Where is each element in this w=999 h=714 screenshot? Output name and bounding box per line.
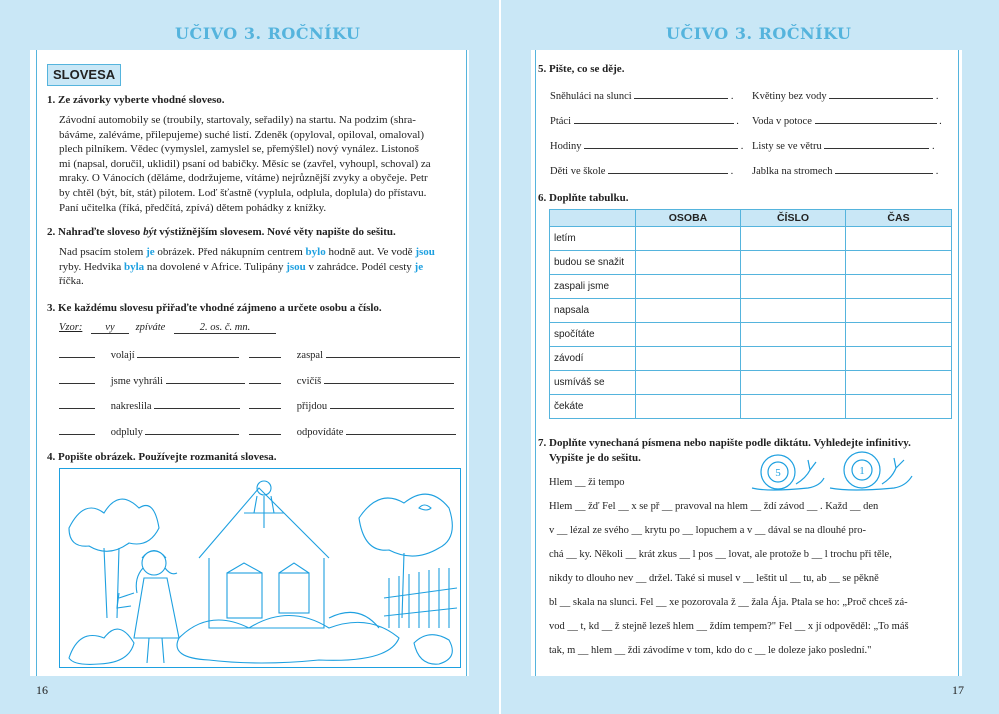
section-title: SLOVESA — [53, 67, 116, 82]
ex5-row: Sněhuláci na slunci . — [550, 88, 734, 102]
ex2-title-b: výstižnějším slovesem. Nové věty napište do sešitu. — [156, 226, 396, 238]
ex1-line: mi (napsal, doručil, uklidil) psaní od babičky. Měsíc se (zavřel, vyhoupl, schoval) za — [59, 157, 431, 170]
ex5-blank[interactable] — [835, 163, 933, 174]
table-cell[interactable] — [846, 251, 952, 275]
ex2-highlight: je — [146, 246, 155, 258]
table-header-corner — [550, 210, 636, 227]
ex5-title: 5. Pište, co se děje. — [538, 63, 625, 75]
table-header-row — [550, 210, 952, 227]
table-cell[interactable] — [741, 323, 846, 347]
dictation-line: nikdy to dlouho nev __ držel. Také si musel v __ leštit ul __ tu, ab __ se pěkně — [549, 573, 879, 584]
table-cell[interactable] — [846, 275, 952, 299]
dictation-text — [549, 471, 909, 663]
ex1-line: Závodní automobily se (troubily, startovaly, seřadily) na startu. Na podzim (shra- — [59, 114, 416, 126]
vzor-pronoun: vy — [91, 322, 129, 334]
table-cell[interactable] — [846, 371, 952, 395]
ex1-line: by chtěl (být, bít, stát) pilotem. Loď šťastně (vyplula, odplula, doplula) do přístavu. — [59, 186, 427, 199]
section-title-box — [47, 64, 121, 86]
table-cell[interactable] — [846, 347, 952, 371]
ex5-blank[interactable] — [824, 138, 929, 149]
left-inner-margin — [469, 50, 499, 676]
right-header-title: UČIVO 3. ROČNÍKU — [666, 24, 852, 43]
ex2-text-part: hodně aut. Ve vodě — [325, 246, 416, 258]
table-row — [550, 395, 952, 419]
pronoun-blank[interactable] — [59, 373, 95, 384]
ex5-subject: Hodiny — [550, 141, 582, 152]
ex2-text-part: ryby. Hedvika — [59, 260, 124, 273]
dictation-line: v __ lézal ze svého __ krytu po __ lopuchem a v __ dával se na dlouhé pro- — [549, 525, 866, 536]
ex3-verb: cvičíš — [296, 376, 322, 387]
ex5-row: Květiny bez vody . — [752, 88, 939, 102]
ex3-row — [249, 373, 454, 387]
answer-blank[interactable] — [145, 424, 239, 435]
ex5-row: Jablka na stromech . — [752, 163, 938, 177]
dictation-line: Hlem __ žď Fel __ x se př __ pravoval na hlem __ ždí závod __ . Každ __ den — [549, 501, 879, 512]
dictation-line: vod __ t, kd __ ž stejně lezeš hlem __ ždím tempem?" Fel __ x jí odpověděl: „To máš — [549, 621, 909, 632]
ex5-row: Listy se ve větru . — [752, 138, 935, 152]
answer-blank[interactable] — [326, 347, 460, 358]
right-margin-band — [962, 50, 999, 676]
ex6-title: 6. Doplňte tabulku. — [538, 192, 629, 204]
ex5-subject: Voda v potoce — [752, 116, 812, 127]
ex2-title — [47, 224, 396, 240]
ex3-row — [59, 398, 240, 412]
table-cell[interactable] — [636, 275, 741, 299]
ex3-verb: volají — [110, 350, 135, 361]
vzor-verb: zpíváte — [135, 322, 166, 333]
left-margin-band — [0, 50, 30, 676]
dictation-line: bl __ skala na slunci. Fel __ xe pozorovala ž __ žala Ája. Ptala se ho: „Proč chceš zá- — [549, 597, 908, 608]
ex3-example — [59, 322, 276, 334]
dictation-line: Hlem __ ži tempo — [549, 477, 625, 488]
table-verb: usmíváš se — [550, 371, 636, 395]
table-cell[interactable] — [636, 371, 741, 395]
pronoun-blank[interactable] — [249, 398, 281, 409]
table-row — [550, 299, 952, 323]
table-row — [550, 371, 952, 395]
ex1-line: báváme, zaléváme, přilepujeme) suché listí. Zdeněk (opyloval, opiloval, omaloval) — [59, 128, 425, 141]
left-page-number: 16 — [36, 683, 48, 697]
pronoun-blank[interactable] — [249, 424, 281, 435]
ex3-row — [59, 424, 239, 438]
table-header-osoba: OSOBA — [636, 210, 741, 227]
right-page-number: 17 — [952, 683, 964, 697]
table-verb: závodí — [550, 347, 636, 371]
ex3-verb: přijdou — [296, 401, 328, 412]
ex1-title: 1. Ze závorky vyberte vhodné sloveso. — [47, 94, 225, 106]
vzor-label: Vzor: — [59, 322, 83, 333]
table-verb: zaspali jsme — [550, 275, 636, 299]
pronoun-blank[interactable] — [59, 424, 95, 435]
table-cell[interactable] — [741, 251, 846, 275]
ex1-line: Paní učitelka (říká, předčítá, zpívá) dětem pohádky z knížky. — [59, 201, 327, 214]
ex5-subject: Listy se ve větru — [752, 141, 822, 152]
ex1-text — [59, 113, 461, 215]
answer-blank[interactable] — [346, 424, 456, 435]
dictation-line: tak, m __ hlem __ ždi závodíme v tom, kdo do c __ le doleze jako poslední." — [549, 645, 872, 656]
table-row — [550, 227, 952, 251]
ex3-row — [59, 347, 239, 361]
ex2-text-part: na dovolené v Africe. Tulipány — [144, 260, 287, 273]
table-cell[interactable] — [741, 275, 846, 299]
table-verb: spočítáte — [550, 323, 636, 347]
ex3-verb: odpovídáte — [296, 427, 344, 438]
left-page-rule — [466, 50, 467, 676]
snail-number: 1 — [859, 465, 865, 477]
table-cell[interactable] — [846, 323, 952, 347]
right-outer-rule — [958, 50, 959, 676]
answer-blank[interactable] — [154, 398, 240, 409]
ex5-blank[interactable] — [829, 88, 933, 99]
ex3-row — [249, 398, 454, 412]
ex5-row: Hodiny . — [550, 138, 743, 152]
ex5-row: Voda v potoce . — [752, 113, 942, 127]
illustration-snow-garden — [59, 468, 461, 668]
ex5-row: Děti ve škole . — [550, 163, 733, 177]
table-header-cislo: ČÍSLO — [741, 210, 846, 227]
right-page-rule — [535, 50, 536, 676]
ex5-blank[interactable] — [815, 113, 937, 124]
table-cell[interactable] — [741, 395, 846, 419]
ex5-row: Ptáci . — [550, 113, 739, 127]
ex1-line: plech pilníkem. Vědec (vymyslel, zamyslel se, přemýšlel) nový vynález. Listonoš — [59, 143, 419, 156]
table-row — [550, 323, 952, 347]
ex3-row — [249, 347, 460, 361]
ex3-title: 3. Ke každému slovesu přiřaďte vhodné zájmeno a určete osobu a číslo. — [47, 302, 382, 314]
answer-blank[interactable] — [137, 347, 239, 358]
ex3-verb: odpluly — [110, 427, 143, 438]
snail-number: 5 — [775, 467, 781, 479]
ex2-highlight: jsou — [286, 260, 306, 273]
ex2-highlight: bylo — [305, 246, 326, 258]
ex5-subject: Květiny bez vody — [752, 91, 827, 102]
pronoun-blank[interactable] — [59, 398, 95, 409]
ex5-blank[interactable] — [584, 138, 738, 149]
pronoun-blank[interactable] — [59, 347, 95, 358]
ex2-title-a: 2. Nahraďte sloveso — [47, 226, 144, 238]
table-cell[interactable] — [846, 227, 952, 251]
ex2-text-part: říčka. — [59, 275, 84, 288]
table-verb: napsala — [550, 299, 636, 323]
table-cell[interactable] — [636, 347, 741, 371]
table-row — [550, 251, 952, 275]
ex5-blank[interactable] — [574, 113, 734, 124]
ex2-text-part: v zahrádce. Podél cesty — [305, 260, 415, 273]
pronoun-blank[interactable] — [249, 347, 281, 358]
table-verb: letím — [550, 227, 636, 251]
ex2-highlight: jsou — [415, 246, 435, 258]
vzor-answer: 2. os. č. mn. — [174, 322, 276, 334]
answer-blank[interactable] — [330, 398, 454, 409]
ex5-subject: Ptáci — [550, 116, 571, 127]
ex5-blank[interactable] — [634, 88, 728, 99]
table-cell[interactable] — [636, 323, 741, 347]
table-cell[interactable] — [636, 251, 741, 275]
table-verb: budou se snažit — [550, 251, 636, 275]
ex7-title-1: 7. Doplňte vynechaná písmena nebo napište podle diktátu. Vyhledejte infinitivy. — [538, 437, 911, 449]
left-outer-rule — [36, 50, 37, 676]
table-cell[interactable] — [636, 395, 741, 419]
ex4-title: 4. Popište obrázek. Používejte rozmanitá slovesa. — [47, 451, 277, 463]
table-cell[interactable] — [636, 299, 741, 323]
table-row — [550, 275, 952, 299]
ex5-blank[interactable] — [608, 163, 728, 174]
ex3-verb: jsme vyhráli — [110, 376, 163, 387]
ex7-title-2: Vypište je do sešitu. — [549, 452, 641, 464]
table-cell[interactable] — [846, 299, 952, 323]
table-cell[interactable] — [846, 395, 952, 419]
ex5-subject: Jablka na stromech — [752, 166, 833, 177]
right-inner-margin — [501, 50, 531, 676]
table-header-cas: ČAS — [846, 210, 952, 227]
pronoun-blank[interactable] — [249, 373, 281, 384]
table-row — [550, 347, 952, 371]
ex5-subject: Sněhuláci na slunci — [550, 91, 632, 102]
ex2-text — [59, 245, 461, 289]
dictation-line: chá __ ky. Několi __ krát zkus __ l pos __ lovat, ale protože b __ l trochu při těle, — [549, 549, 892, 560]
left-header-title: UČIVO 3. ROČNÍKU — [175, 24, 361, 43]
ex2-highlight: byla — [123, 260, 145, 273]
answer-blank[interactable] — [166, 373, 245, 384]
ex3-row — [59, 373, 245, 387]
ex3-row — [249, 424, 456, 438]
table-cell[interactable] — [741, 371, 846, 395]
ex6-table — [549, 209, 952, 419]
ex2-text-part: Nad psacím stolem — [59, 246, 147, 258]
table-cell[interactable] — [741, 347, 846, 371]
answer-blank[interactable] — [324, 373, 454, 384]
ex5-subject: Děti ve škole — [550, 166, 606, 177]
table-cell[interactable] — [741, 299, 846, 323]
table-verb: čekáte — [550, 395, 636, 419]
page-gutter — [499, 0, 501, 714]
ex3-verb: nakreslila — [110, 401, 152, 412]
ex1-line: mraky. O Vánocích (děláme, dodržujeme, vítáme) nejrůznější zvyky a obyčeje. Petr — [59, 172, 428, 185]
ex2-text-part: obrázek. Před nákupním centrem — [154, 246, 306, 258]
table-cell[interactable] — [741, 227, 846, 251]
ex3-verb: zaspal — [296, 350, 323, 361]
ex2-title-em: být — [143, 226, 157, 238]
ex2-highlight: je — [414, 260, 424, 273]
table-cell[interactable] — [636, 227, 741, 251]
